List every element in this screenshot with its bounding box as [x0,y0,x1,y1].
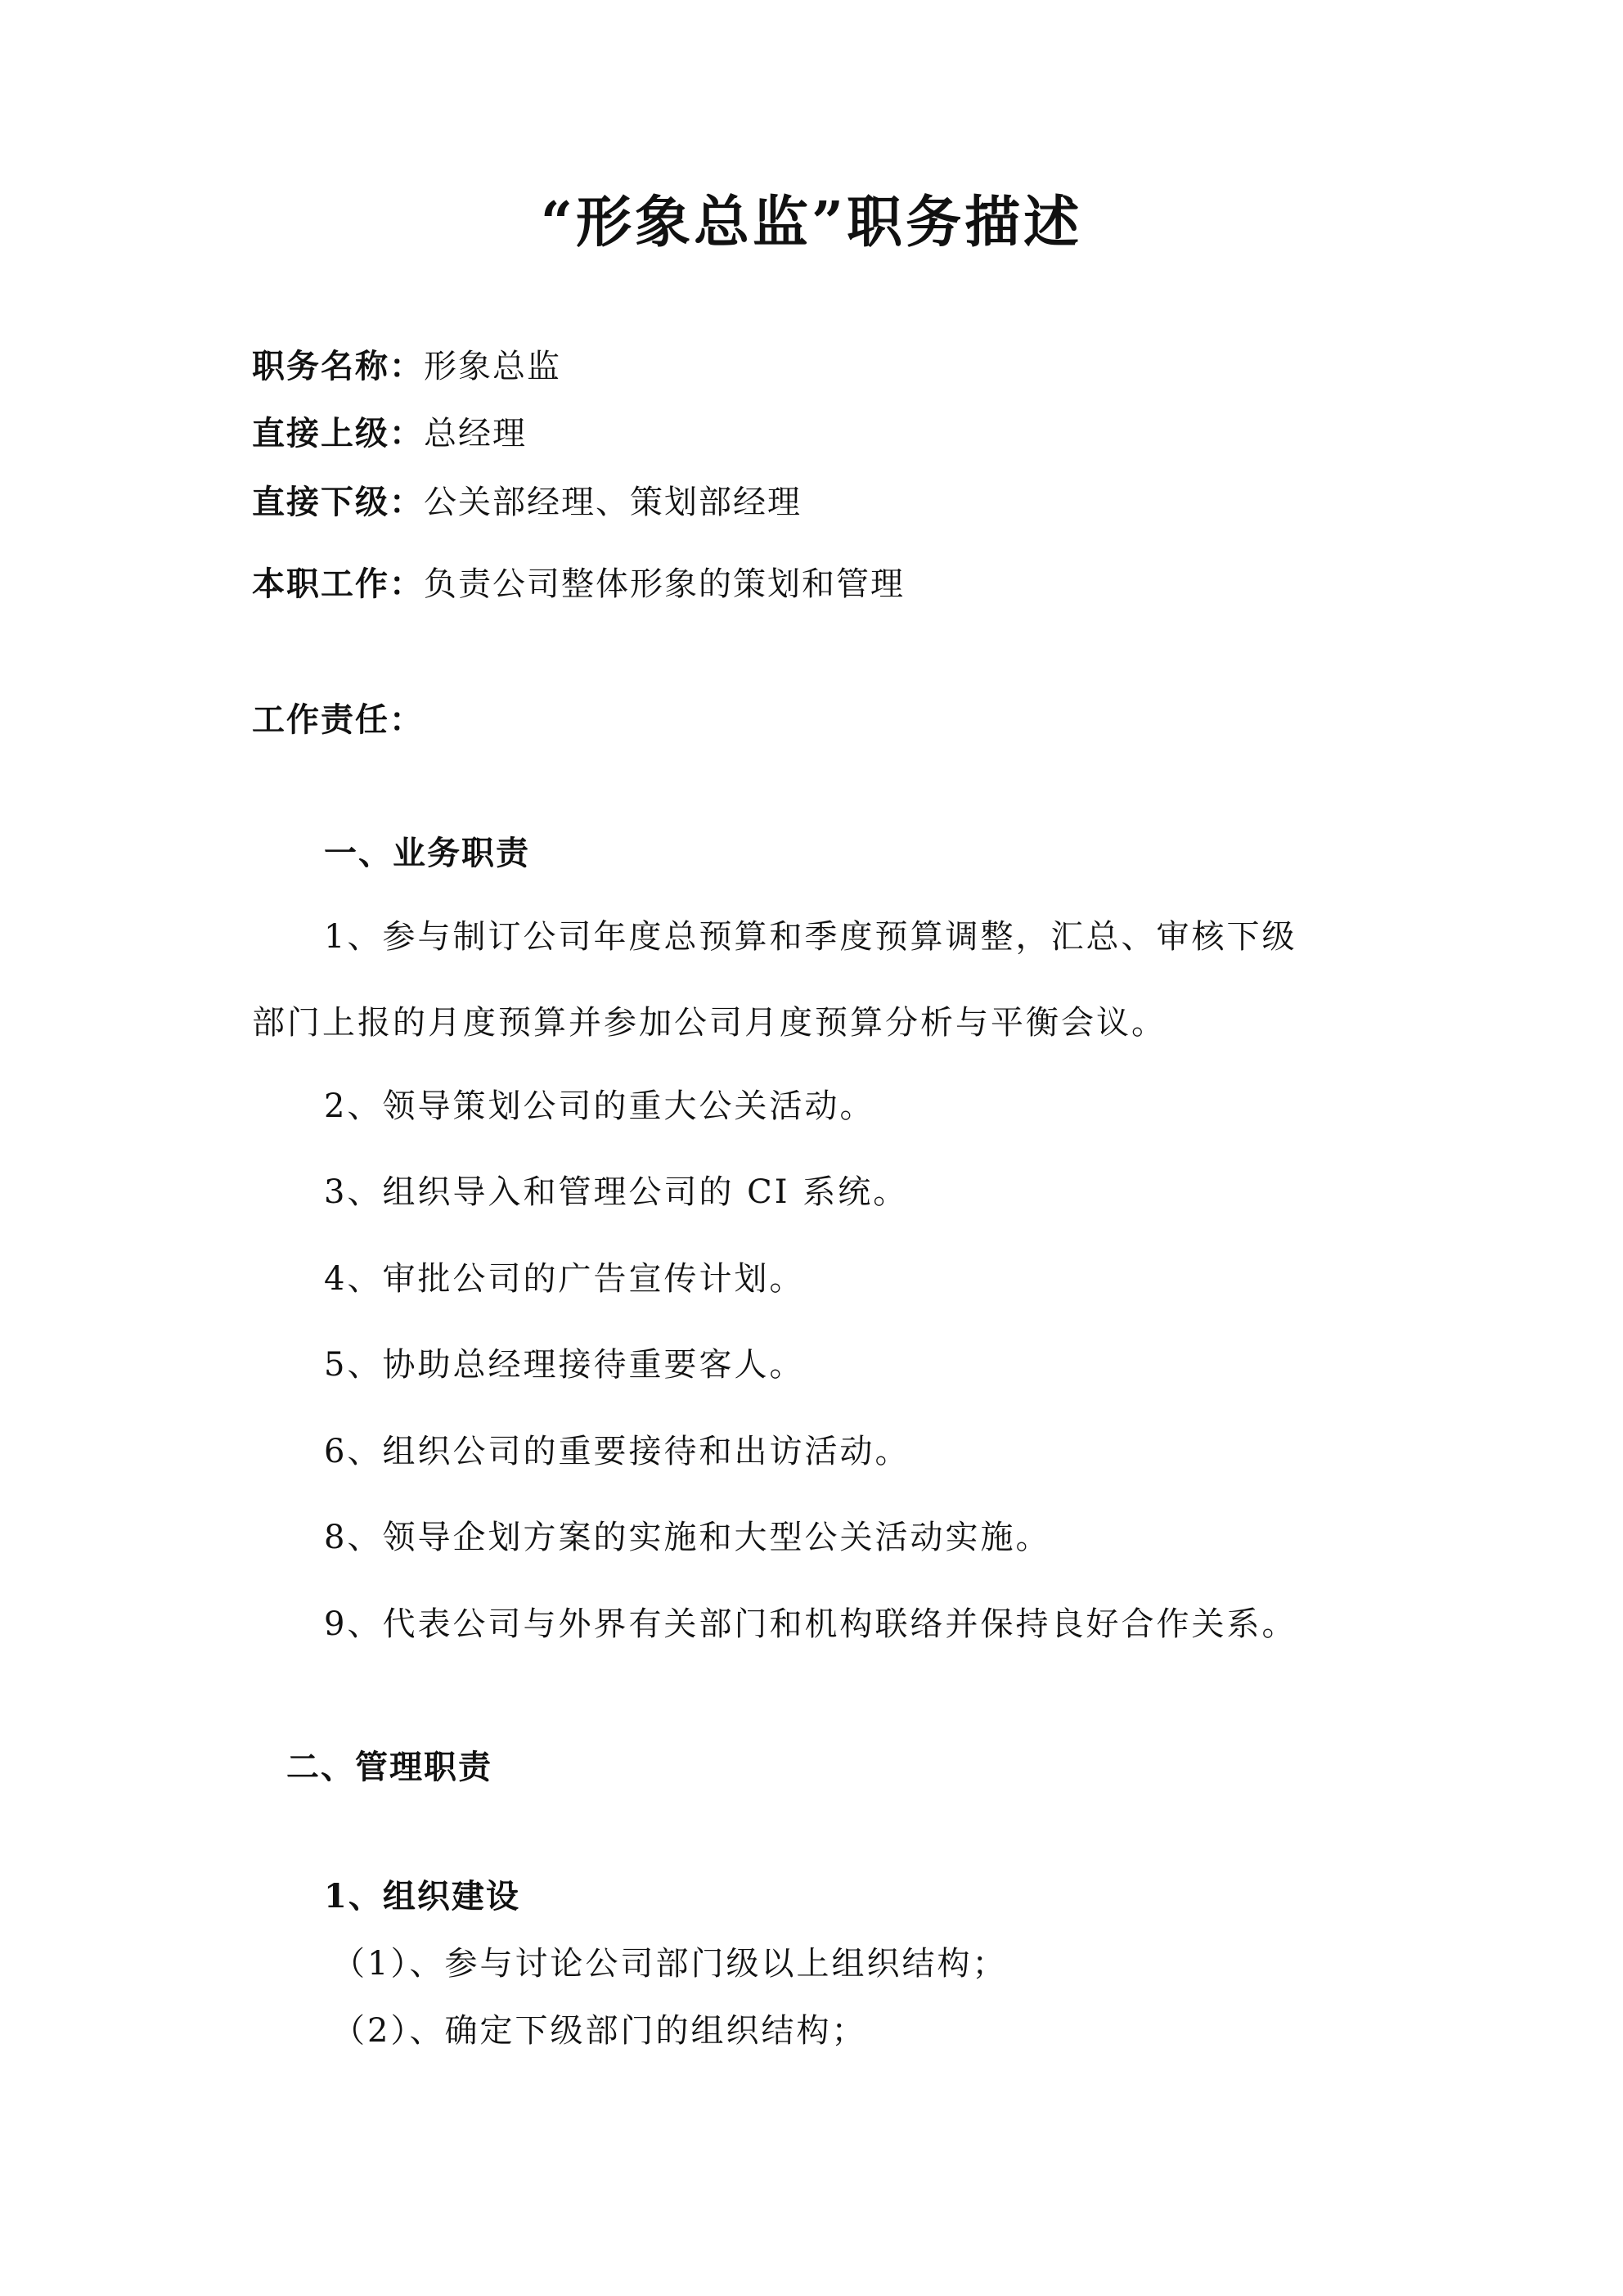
field-value: 负责公司整体形象的策划和管理 [424,565,905,603]
responsibilities-heading: 工作责任： [252,700,424,739]
management-duties-heading: 二、管理职责 [286,1748,492,1786]
business-item: 9、代表公司与外界有关部门和机构联络并保持良好合作关系。 [324,1605,1297,1643]
field-direct-subordinates [252,483,802,521]
business-item: 1、参与制订公司年度总预算和季度预算调整，汇总、审核下级 [324,918,1297,956]
organization-building-heading: 1、组织建设 [324,1877,520,1916]
business-item: 5、协助总经理接待重要客人。 [324,1346,805,1384]
field-label: 本职工作： [252,565,424,603]
business-item: 8、领导企划方案的实施和大型公关活动实施。 [324,1519,1051,1556]
management-item: （2）、确定下级部门的组织结构； [332,2012,867,2050]
field-label: 直接下级： [252,483,424,521]
field-value: 总经理 [424,415,527,452]
field-main-duty [252,565,905,603]
field-value: 形象总监 [424,348,561,385]
field-label: 职务名称： [252,347,424,385]
management-item: （1）、参与讨论公司部门级以上组织结构； [332,1945,1008,1983]
business-item: 6、组织公司的重要接待和出访活动。 [324,1433,910,1470]
business-duties-heading: 一、业务职责 [324,834,530,872]
document-title: “形象总监”职务描述 [540,190,1083,255]
business-item: 4、审批公司的广告宣传计划。 [324,1260,805,1298]
field-value: 公关部经理、策划部经理 [424,484,802,521]
field-direct-superior [252,414,527,452]
field-job-title [252,347,561,385]
business-item: 3、组织导入和管理公司的 CI 系统。 [324,1173,909,1211]
business-item: 2、领导策划公司的重大公关活动。 [324,1087,875,1125]
field-label: 直接上级： [252,414,424,452]
business-item: 部门上报的月度预算并参加公司月度预算分析与平衡会议。 [252,1004,1167,1042]
